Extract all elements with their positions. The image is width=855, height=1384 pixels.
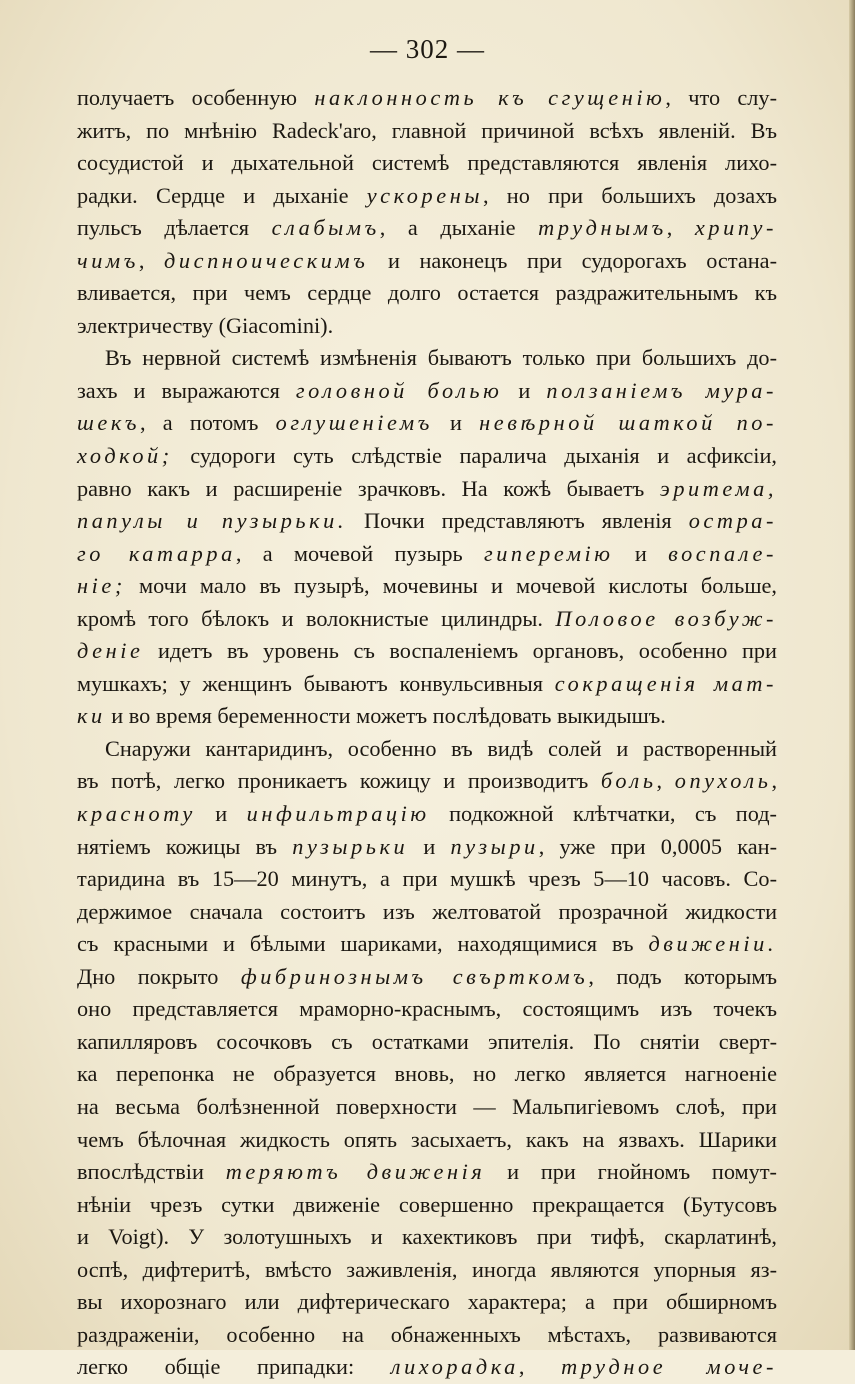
text-line bbox=[77, 440, 777, 473]
emphasized-text: инфильтрацію bbox=[246, 801, 430, 827]
text-segment: оно представляется мраморно-краснымъ, состоящимъ изъ точекъ bbox=[77, 996, 777, 1022]
text-line bbox=[77, 961, 777, 994]
emphasized-text: Половое возбуж- bbox=[555, 605, 777, 631]
emphasized-text: хрипу- bbox=[694, 215, 777, 241]
text-segment: мочи мало въ пузырѣ, мочевины и мочевой кислоты больше, bbox=[125, 573, 777, 599]
text-line bbox=[77, 375, 777, 408]
text-segment: , но при большихъ дозахъ bbox=[483, 182, 777, 208]
emphasized-text: трудное моче- bbox=[561, 1354, 777, 1380]
text-segment: Снаружи кантаридинъ, особенно въ видѣ солей и растворенный bbox=[105, 735, 777, 761]
text-line bbox=[77, 1156, 777, 1189]
text-line bbox=[77, 733, 777, 766]
text-segment: держимое сначала состоитъ изъ желтоватой прозрачной жидкости bbox=[77, 898, 777, 924]
text-segment: вы ихорознаго или дифтерическаго характера; а при обширномъ bbox=[77, 1289, 777, 1315]
text-line bbox=[77, 1026, 777, 1059]
emphasized-text: ніе; bbox=[77, 573, 126, 599]
text-line bbox=[77, 1124, 777, 1157]
text-segment: на весьма болѣзненной поверхности — Мальпигіевомъ слоѣ, при bbox=[77, 1093, 777, 1119]
emphasized-text: невѣрной шаткой по- bbox=[479, 410, 777, 436]
page-number: — 302 — bbox=[370, 34, 485, 64]
text-segment: , а мочевой пузырь bbox=[235, 540, 484, 566]
text-segment: , уже при 0,0005 кан- bbox=[538, 833, 778, 859]
text-line bbox=[77, 700, 777, 733]
text-segment: вливается, при чемъ сердце долго остается раздражительнымъ къ bbox=[77, 280, 777, 306]
text-line bbox=[77, 82, 777, 115]
text-segment: раздраженіи, особенно на обнаженныхъ мѣстахъ, развиваются bbox=[77, 1321, 777, 1347]
emphasized-text: деніе bbox=[77, 638, 144, 664]
page-edge-shadow bbox=[849, 0, 855, 1350]
emphasized-text: красноту bbox=[77, 801, 196, 827]
emphasized-text: движеніи. bbox=[648, 931, 777, 957]
text-segment: , bbox=[138, 247, 165, 273]
text-line bbox=[77, 245, 777, 278]
text-segment: Почки представляютъ явленія bbox=[346, 508, 689, 534]
text-line bbox=[77, 1254, 777, 1287]
text-segment: и bbox=[432, 410, 480, 436]
text-line bbox=[77, 831, 777, 864]
text-line bbox=[77, 1058, 777, 1091]
emphasized-text: воспале- bbox=[668, 540, 778, 566]
body-text bbox=[77, 82, 777, 1384]
emphasized-text: ки bbox=[77, 703, 106, 729]
text-line bbox=[77, 896, 777, 929]
text-line bbox=[77, 993, 777, 1026]
text-segment: таридина въ 15—20 минутъ, а при мушкѣ чрезъ 5—10 часовъ. Со- bbox=[77, 866, 777, 892]
text-line bbox=[77, 1319, 777, 1352]
text-segment: нятіемъ кожицы въ bbox=[77, 833, 293, 859]
emphasized-text: го катарра bbox=[77, 540, 236, 566]
text-segment: ка перепонка не образуется вновь, но легко является нагноеніе bbox=[77, 1061, 777, 1087]
text-line bbox=[77, 407, 777, 440]
text-line bbox=[77, 1091, 777, 1124]
text-line bbox=[77, 115, 777, 148]
text-segment: получаетъ особенную bbox=[77, 85, 315, 110]
text-segment: Дно покрыто bbox=[77, 963, 241, 989]
text-line bbox=[77, 1286, 777, 1319]
emphasized-text: труднымъ bbox=[538, 215, 667, 241]
text-segment: , bbox=[518, 1354, 562, 1380]
text-segment: легко общіе припадки: bbox=[77, 1354, 391, 1380]
text-segment: сосудистой и дыхательной системѣ представляются явленія лихо- bbox=[77, 150, 777, 176]
text-segment: чемъ бѣлочная жидкость опять засыхаетъ, какъ на язвахъ. Шарики bbox=[77, 1126, 777, 1152]
text-segment: житъ, по мнѣнію Radeck'aro, главной причиной всѣхъ явленій. Въ bbox=[77, 117, 777, 143]
text-segment: и наконецъ при судорогахъ остана- bbox=[368, 247, 777, 273]
text-line bbox=[77, 668, 777, 701]
text-segment: капилляровъ сосочковъ съ остатками эпителія. По снятіи сверт- bbox=[77, 1028, 777, 1054]
text-line bbox=[77, 1221, 777, 1254]
emphasized-text: пузыри bbox=[450, 833, 539, 859]
text-segment: пульсъ дѣлается bbox=[77, 215, 272, 241]
text-line bbox=[77, 212, 777, 245]
text-line bbox=[77, 342, 777, 375]
text-segment: и bbox=[408, 833, 451, 859]
text-line bbox=[77, 147, 777, 180]
text-line bbox=[77, 277, 777, 310]
text-segment: , подъ которымъ bbox=[588, 963, 777, 989]
text-line bbox=[77, 765, 777, 798]
text-line bbox=[77, 473, 777, 506]
text-segment: и Voigt). У золотушныхъ и кахектиковъ при тифѣ, скарлатинѣ, bbox=[77, 1224, 777, 1250]
emphasized-text: опухоль bbox=[674, 768, 772, 794]
emphasized-text: головной болью bbox=[295, 377, 503, 403]
text-segment: кромѣ того бѣлокъ и волокнистые цилиндры. bbox=[77, 605, 556, 631]
text-segment: , bbox=[656, 768, 675, 794]
text-line bbox=[77, 310, 777, 343]
text-segment: нѣніи чрезъ сутки движеніе совершенно прекращается (Бутусовъ bbox=[77, 1191, 777, 1217]
text-line bbox=[77, 928, 777, 961]
text-line bbox=[77, 863, 777, 896]
emphasized-text: теряютъ движенія bbox=[225, 1159, 486, 1185]
text-line bbox=[77, 180, 777, 213]
emphasized-text: ускорены bbox=[366, 182, 483, 208]
text-segment: Въ нервной системѣ измѣненія бываютъ только при большихъ до- bbox=[105, 345, 777, 371]
text-segment: радки. Сердце и дыханіе bbox=[77, 182, 367, 208]
text-segment: , bbox=[666, 215, 695, 241]
text-segment: мушкахъ; у женщинъ бываютъ конвульсивныя bbox=[77, 670, 555, 696]
text-segment: электричеству (Giacomini). bbox=[77, 312, 334, 338]
emphasized-text: лихорадка bbox=[390, 1354, 519, 1380]
text-segment: и bbox=[613, 540, 669, 566]
emphasized-text: сокращенія мат- bbox=[554, 670, 777, 696]
text-segment: и во время беременности можетъ послѣдовать выкидышъ. bbox=[105, 703, 666, 729]
text-segment: судороги суть слѣдствіе паралича дыханія и асфиксіи, bbox=[172, 443, 777, 469]
text-segment: , bbox=[771, 768, 778, 794]
text-segment: равно какъ и расширеніе зрачковъ. На кожѣ бываетъ bbox=[77, 475, 660, 501]
text-segment: , что слу- bbox=[665, 85, 777, 110]
text-segment: захъ и выражаются bbox=[77, 377, 296, 403]
text-segment: идетъ въ уровень съ воспаленіемъ органовъ, особенно при bbox=[143, 638, 777, 664]
text-line bbox=[77, 798, 777, 831]
emphasized-text: ползаніемъ мура- bbox=[546, 377, 778, 403]
emphasized-text: оглушеніемъ bbox=[275, 410, 433, 436]
emphasized-text: ходкой; bbox=[77, 443, 173, 469]
text-segment: впослѣдствіи bbox=[77, 1159, 226, 1185]
emphasized-text: пузырьки bbox=[292, 833, 409, 859]
text-line bbox=[77, 603, 777, 636]
emphasized-text: наклонность къ сгущенію bbox=[314, 85, 666, 110]
emphasized-text: чимъ bbox=[77, 247, 139, 273]
text-line bbox=[77, 635, 777, 668]
text-segment: и bbox=[195, 801, 247, 827]
emphasized-text: диспноическимъ bbox=[164, 247, 369, 273]
emphasized-text: остра- bbox=[688, 508, 777, 534]
text-line bbox=[77, 505, 777, 538]
text-segment: въ потѣ, легко проникаетъ кожицу и производитъ bbox=[77, 768, 601, 794]
emphasized-text: боль bbox=[600, 768, 657, 794]
text-segment: оспѣ, дифтеритѣ, вмѣсто заживленія, иногда являются упорныя яз- bbox=[77, 1256, 777, 1282]
text-segment: , а дыханіе bbox=[379, 215, 539, 241]
emphasized-text: эритема, bbox=[659, 475, 777, 501]
text-line bbox=[77, 1189, 777, 1222]
emphasized-text: папулы и пузырьки. bbox=[77, 508, 347, 534]
text-line bbox=[77, 570, 777, 603]
emphasized-text: слабымъ bbox=[271, 215, 380, 241]
text-line bbox=[77, 1351, 777, 1384]
text-segment: и bbox=[502, 377, 547, 403]
text-segment: , а потомъ bbox=[140, 410, 276, 436]
text-segment: и при гнойномъ помут- bbox=[485, 1159, 777, 1185]
emphasized-text: гиперемію bbox=[483, 540, 614, 566]
text-segment: подкожной клѣтчатки, съ под- bbox=[429, 801, 777, 827]
emphasized-text: фибринознымъ свърткомъ bbox=[240, 963, 589, 989]
emphasized-text: шекъ bbox=[77, 410, 141, 436]
text-line bbox=[77, 538, 777, 571]
text-segment: съ красными и бѣлыми шариками, находящимися въ bbox=[77, 931, 649, 957]
